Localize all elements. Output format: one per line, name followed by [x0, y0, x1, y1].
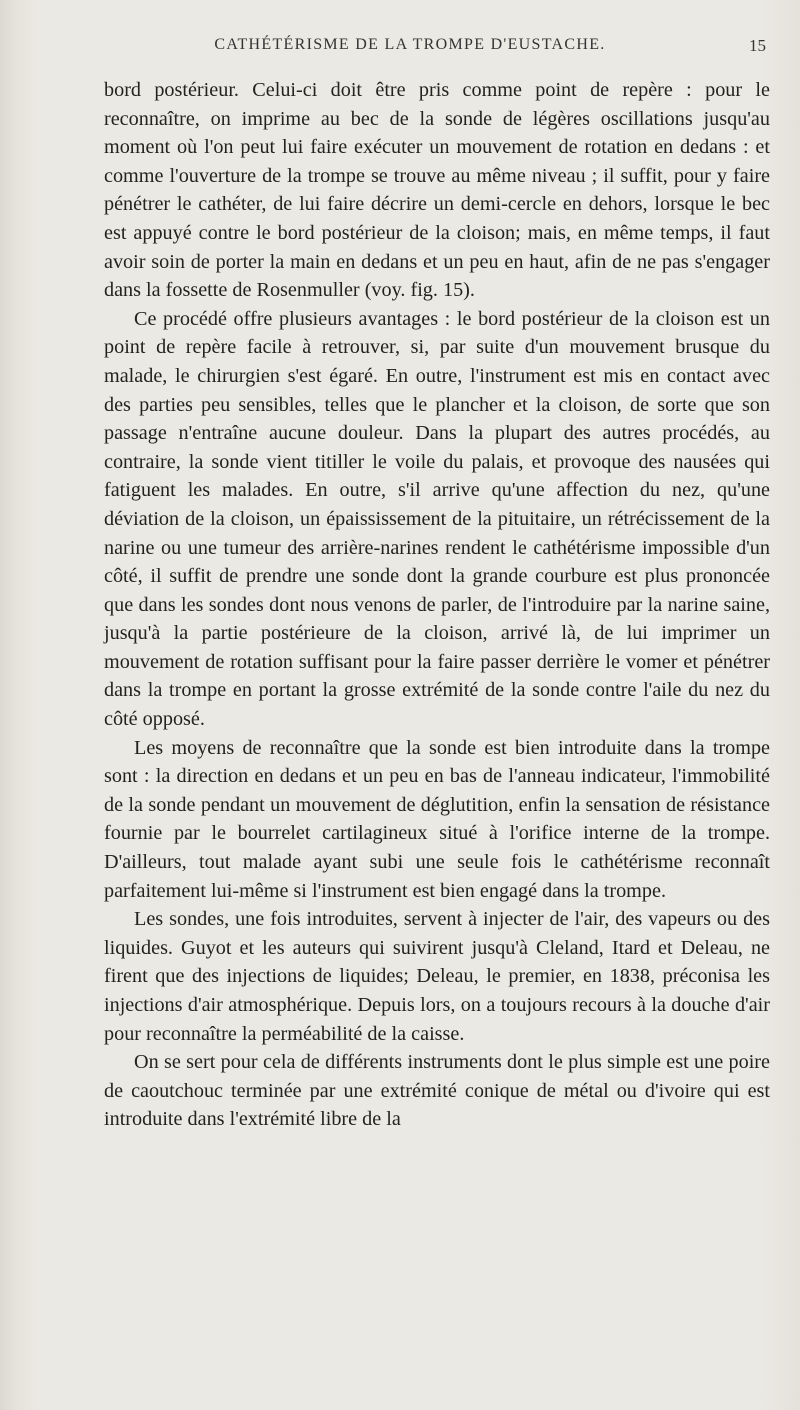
page-number: 15: [749, 36, 766, 55]
paragraph-recognition: Les moyens de reconnaître que la sonde est bien introduite dans la trompe sont : la direction en dedans et un peu en bas de l'anneau indicateur, l'immobilité de la sonde pendant un mouvement de déglutition, enfin la sensation de résistance fournie par le bourrelet cartilagineux situé à l'orifice interne de la trompe. D'ailleurs, tout malade ayant subi une seule fois le cathétérisme reconnaît parfaitement lui-même si l'instrument est bien engagé dans la trompe.: [104, 736, 770, 902]
paragraph-injections: Les sondes, une fois introduites, servent à injecter de l'air, des vapeurs ou des liquides. Guyot et les auteurs qui suivirent jusqu'à Cleland, Itard et Deleau, ne firent que des injections de liquides; Deleau, le premier, en 1838, préconisa les injections d'air atmosphérique. Depuis lors, on a toujours recours à la douche d'air pour reconnaître la perméabilité de la caisse.: [104, 908, 770, 1045]
page-header: [130, 36, 770, 64]
running-title: CATHÉTÉRISME DE LA TROMPE D'EUSTACHE.: [214, 36, 606, 53]
paragraph-advantages: Ce procédé offre plusieurs avantages : le bord postérieur de la cloison est un point de repère facile à retrouver, si, par suite d'un mouvement brusque du malade, le chirurgien s'est égaré. En outre, l'instrument est mis en contact avec des parties peu sensibles, telles que le plancher et la cloison, de sorte que son passage n'entraîne aucune douleur. Dans la plupart des autres procédés, au contraire, la sonde vient titiller le voile du palais, et provoque des nausées qui fatiguent les malades. En outre, s'il arrive qu'une affection du nez, qu'une déviation de la cloison, un épaississement de la pituitaire, un rétrécissement de la narine ou une tumeur des arrière-narines rendent le cathétérisme impossible d'un côté, il suffit de prendre une sonde dont la grande courbure est plus prononcée que dans les sondes dont nous venons de parler, de l'introduire par la narine saine, jusqu'à la partie postérieure de la cloison, arrivé là, de lui imprimer un mouvement de rotation suffisant pour la faire passer derrière le vomer et pénétrer dans la trompe en portant la grosse extrémité de la sonde contre l'aile du nez du côté opposé.: [104, 307, 770, 731]
paragraph-continuation: bord postérieur. Celui-ci doit être pris comme point de repère : pour le reconnaître, on imprime au bec de la sonde de légères oscillations jusqu'au moment où l'on peut lui faire exécuter un mouvement de rotation en dedans : et comme l'ouverture de la trompe se trouve au même niveau ; il suffit, pour y faire pénétrer le cathéter, de lui faire décrire un demi-cercle en dehors, lorsque le bec est appuyé contre le bord postérieur de la cloison; mais, en même temps, il faut avoir soin de porter la main en dedans et un peu en haut, afin de ne pas s'engager dans la fossette de Rosenmuller (voy. fig. 15).: [104, 79, 770, 302]
body-text: [104, 76, 770, 1134]
paragraph-instruments: On se sert pour cela de différents instruments dont le plus simple est une poire de caoutchouc terminée par une extrémité conique de métal ou d'ivoire qui est introduite dans l'extrémité libre de la: [104, 1051, 770, 1131]
